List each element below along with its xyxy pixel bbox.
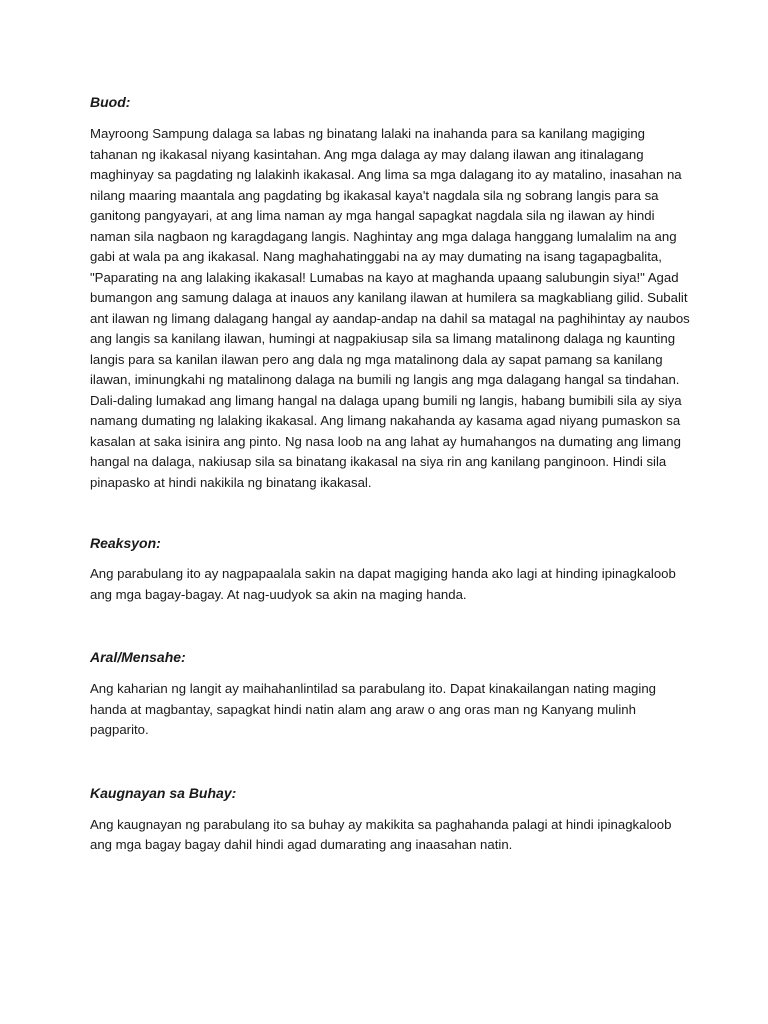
section-body-reaksyon: Ang parabulang ito ay nagpapaalala sakin na dapat magiging handa ako lagi at hinding ipinagkaloob ang mga bagay-bagay. At nag-uudyok sa akin na maging handa.	[90, 566, 676, 602]
document-page	[90, 92, 690, 856]
section-heading-buod: Buod:	[90, 94, 131, 110]
section-heading-kaugnayan-sa-buhay: Kaugnayan sa Buhay:	[90, 784, 237, 801]
section-aral-mensahe	[90, 647, 690, 741]
section-heading-aral-mensahe: Aral/Mensahe:	[90, 649, 186, 665]
section-body-buod: Mayroong Sampung dalaga sa labas ng binatang lalaki na inahanda para sa kanilang magiging tahanan ng ikakasal niyang kasintahan. Ang mga dalaga ay may dalang ilawan ang itinalagang maghinyay sa pagdating ng lalakinh ikakasal. Ang lima sa mga dalagang ito ay matalino, inasahan na nilang maaring maantala ang pagdating bg ikakasal kaya't nagdala sila ng sobrang langis para sa ganitong pangyayari, at ang lima naman ay mga hangal sapagkat nagdala sila ng ilawan ay hindi naman sila nagbaon ng karagdagang langis. Naghintay ang mga dalaga hanggang lumalalim na ang gabi at wala pa ang ikakasal. Nang maghahatinggabi na ay may dumating na isang tagapagbalita, "Paparating na ang lalaking ikakasal! Lumabas na kayo at maghanda upaang salubungin siya!" Agad bumangon ang samung dalaga at inauos any kanilang ilawan at humilera sa magkabliang gilid. Subalit ant ilawan ng limang dalagang hangal ay aandap-andap na dahil sa matagal na paghihintay ay naubos ang langis sa kanilang ilawan, humingi at nagpakiusap sila sa limang matalinong dalaga ng kaunting langis para sa kanilan ilawan pero ang dala ng mga matalinong dala ay sapat pamang sa kanilang ilawan, iminungkahi ng matalinong dalaga na bumili ng langis ang mga dalagang hangal sa tindahan. Dali-daling lumakad ang limang hangal na dalaga upang bumili ng langis, habang bumibili sila ay siya namang dumating ng lalaking ikakasal. Ang limang nakahanda ay kasama agad niyang pumaskon sa kasalan at saka isinira ang pinto. Ng nasa loob na ang lahat ay humahangos na dumating ang limang hangal na dalaga, nakiusap sila sa binatang ikakasal na siya rin ang kanilang panginoon. Hindi sila pinapasko at hindi nakikila ng binatang ikakasal.	[90, 126, 690, 490]
section-body-aral-mensahe: Ang kaharian ng langit ay maihahanlintilad sa parabulang ito. Dapat kinakailangan nating maging handa at magbantay, sapagkat hindi natin alam ang araw o ang oras man ng Kanyang mulinh pagparito.	[90, 681, 656, 737]
section-reaksyon	[90, 533, 690, 605]
section-buod	[90, 92, 690, 493]
section-kaugnayan-sa-buhay	[90, 783, 690, 856]
section-body-kaugnayan-sa-buhay: Ang kaugnayan ng parabulang ito sa buhay ay makikita sa paghahanda palagi at hindi ipinagkaloob ang mga bagay bagay dahil hindi agad dumarating ang inaasahan natin.	[90, 816, 672, 852]
section-heading-reaksyon: Reaksyon:	[90, 535, 161, 551]
